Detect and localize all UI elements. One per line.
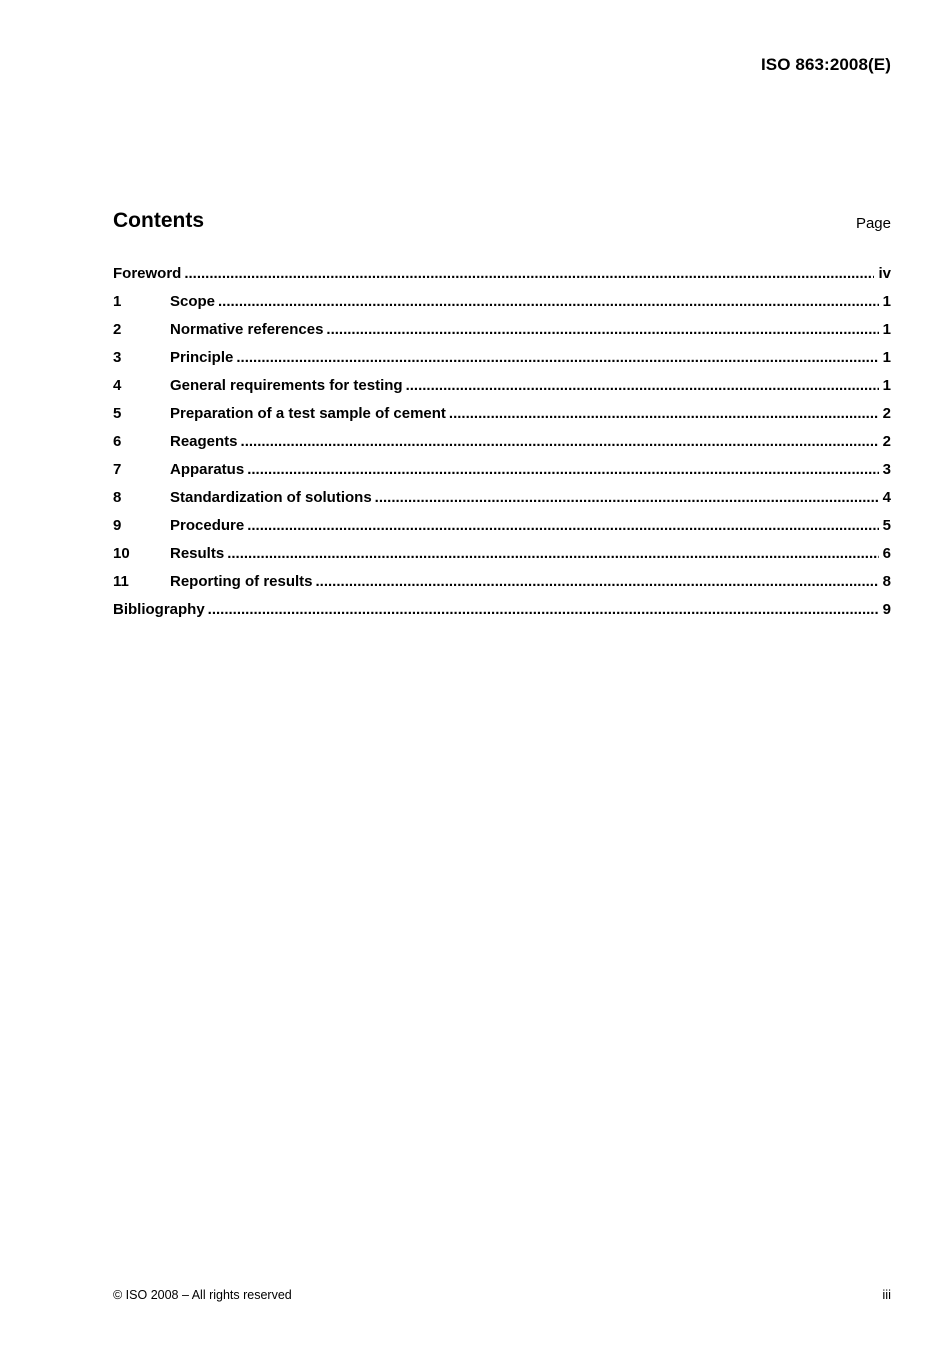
- toc-entry-page: 8: [882, 573, 891, 590]
- page-column-label: Page: [855, 215, 891, 232]
- toc-entry-number: 5: [113, 405, 122, 422]
- footer-page-number: iii: [882, 1287, 891, 1302]
- toc-entry-title: Bibliography: [113, 601, 205, 618]
- toc-entry-number: 11: [113, 573, 129, 590]
- toc-leader-dots: [236, 349, 878, 366]
- toc-entry-page: 6: [882, 545, 891, 562]
- toc-entry-title: Apparatus: [170, 461, 245, 478]
- toc-entry-page: 4: [882, 489, 891, 506]
- toc-entry-page: 9: [882, 601, 891, 618]
- toc-entry-results[interactable]: [113, 545, 891, 573]
- toc-leader-dots: [326, 321, 878, 338]
- toc-entry-title: Results: [170, 545, 225, 562]
- toc-entry-title: Preparation of a test sample of cement: [170, 405, 446, 422]
- toc-entry-page: 3: [882, 461, 891, 478]
- toc-leader-dots: [247, 461, 878, 478]
- toc-entry-page: 2: [882, 405, 891, 422]
- toc-entry-general-requirements[interactable]: [113, 377, 891, 405]
- toc-leader-dots: [375, 489, 879, 506]
- toc-leader-dots: [247, 517, 878, 534]
- toc-entry-title: Scope: [170, 293, 216, 310]
- toc-entry-title: Principle: [170, 349, 234, 366]
- toc-entry-number: 3: [113, 349, 122, 366]
- toc-entry-title: Procedure: [170, 517, 245, 534]
- toc-entry-page: 1: [882, 293, 891, 310]
- toc-entry-page: iv: [878, 265, 891, 282]
- toc-entry-page: 1: [882, 377, 891, 394]
- toc-entry-procedure[interactable]: [113, 517, 891, 545]
- toc-entry-page: 2: [882, 433, 891, 450]
- toc-entry-number: 4: [113, 377, 122, 394]
- toc-entry-title: Normative references: [170, 321, 324, 338]
- toc-entry-title: Standardization of solutions: [170, 489, 372, 506]
- toc-entry-number: 1: [113, 293, 122, 310]
- toc-entry-number: 9: [113, 517, 122, 534]
- toc-leader-dots: [227, 545, 878, 562]
- toc-entry-preparation[interactable]: [113, 405, 891, 433]
- toc-entry-page: 5: [882, 517, 891, 534]
- toc-entry-title: Reporting of results: [170, 573, 313, 590]
- toc-entry-page: 1: [882, 349, 891, 366]
- toc-entry-number: 7: [113, 461, 122, 478]
- toc-entry-number: 2: [113, 321, 122, 338]
- toc-leader-dots: [218, 293, 879, 310]
- toc-leader-dots: [241, 433, 879, 450]
- toc-entry-title: Foreword: [113, 265, 182, 282]
- table-of-contents: [113, 265, 891, 629]
- toc-entry-title: Reagents: [170, 433, 238, 450]
- toc-entry-principle[interactable]: [113, 349, 891, 377]
- toc-entry-foreword[interactable]: [113, 265, 891, 293]
- toc-entry-reporting[interactable]: [113, 573, 891, 601]
- toc-entry-number: 10: [113, 545, 130, 562]
- toc-entry-number: 8: [113, 489, 122, 506]
- toc-entry-page: 1: [882, 321, 891, 338]
- toc-leader-dots: [316, 573, 879, 590]
- footer-copyright: © ISO 2008 – All rights reserved: [113, 1288, 292, 1302]
- toc-entry-title: General requirements for testing: [170, 377, 403, 394]
- toc-entry-number: 6: [113, 433, 122, 450]
- toc-leader-dots: [184, 265, 874, 282]
- toc-entry-bibliography[interactable]: [113, 601, 891, 629]
- toc-entry-apparatus[interactable]: [113, 461, 891, 489]
- toc-leader-dots: [406, 377, 879, 394]
- document-id: ISO 863:2008(E): [760, 55, 891, 74]
- toc-leader-dots: [449, 405, 879, 422]
- toc-leader-dots: [208, 601, 879, 618]
- toc-entry-normative-references[interactable]: [113, 321, 891, 349]
- toc-entry-reagents[interactable]: [113, 433, 891, 461]
- toc-entry-standardization[interactable]: [113, 489, 891, 517]
- contents-heading: Contents: [113, 209, 204, 232]
- toc-entry-scope[interactable]: [113, 293, 891, 321]
